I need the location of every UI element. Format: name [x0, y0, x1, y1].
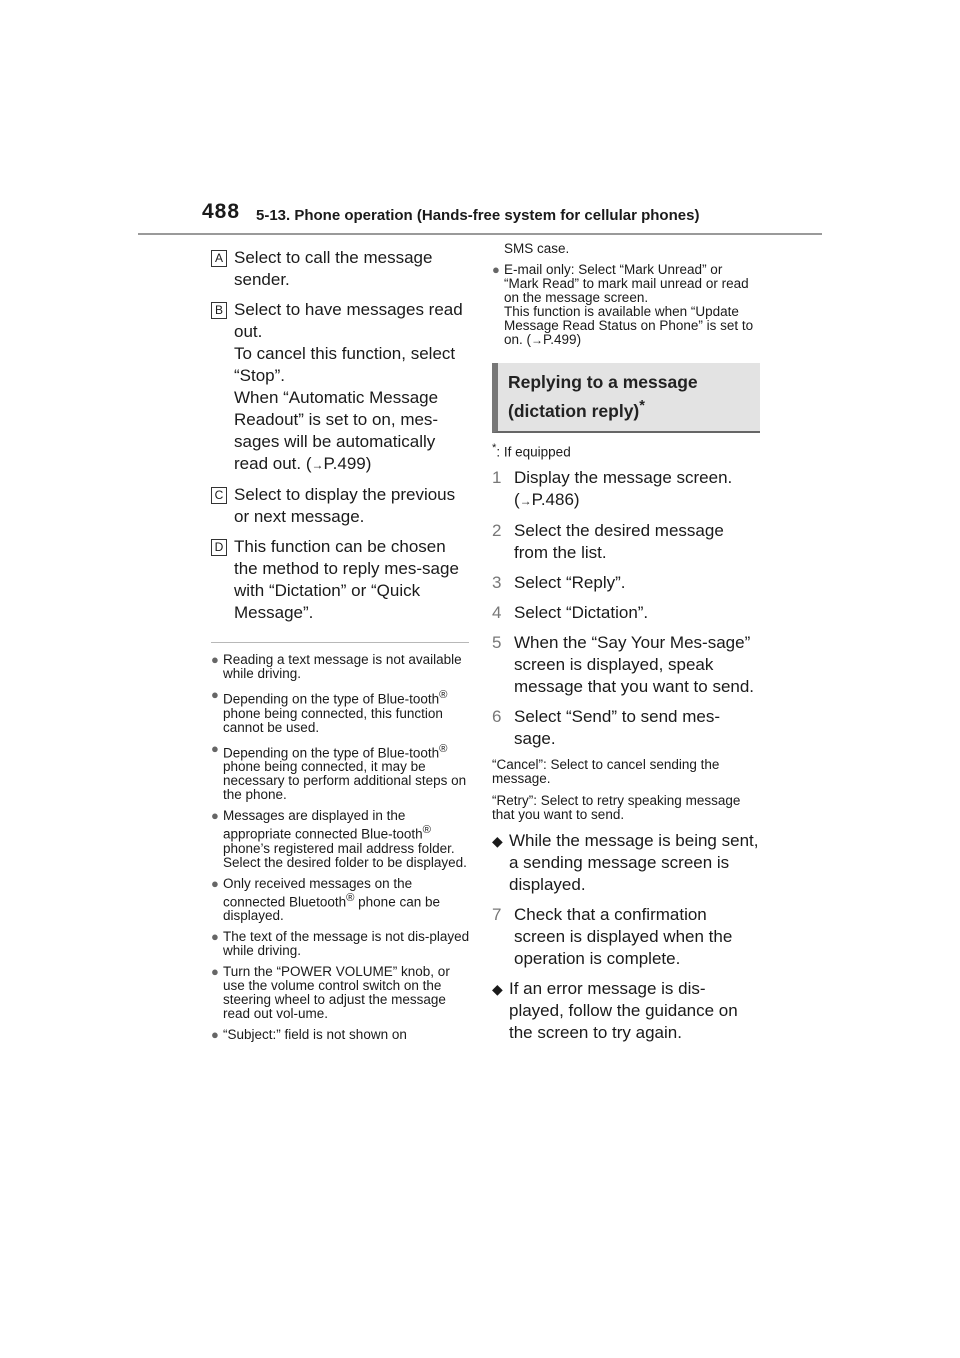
step-number: 2 [492, 521, 502, 541]
note-item: ● E-mail only: Select “Mark Unread” or “Mark Read” to mark mail unread or read on the message screen. This function is available when “Update Message Read Status on Phone” is set to on. (→P.499) [492, 262, 754, 347]
item-b-line-3: When “Automatic Message Readout” is set to on, mes-sages will be automatically read out. ( [234, 388, 439, 473]
bullet-icon: ● [492, 262, 500, 277]
step-item: 3 Select “Reply”. [492, 573, 626, 593]
note-item: ● Depending on the type of Blue-tooth® phone being connected, this function cannot be used. [211, 687, 448, 735]
bullet-icon: ● [211, 687, 219, 702]
item-b [211, 299, 473, 476]
item-c [211, 484, 473, 528]
info-item: ◆ While the message is being sent, a sending message screen is displayed. [492, 831, 759, 895]
step-number: 1 [492, 468, 502, 488]
step-item: 1 Display the message screen. (→P.486) [492, 467, 760, 512]
separator [211, 642, 469, 643]
page-number: 488 [202, 200, 241, 223]
letter-b-label: B [211, 302, 227, 319]
bullet-icon: ● [211, 964, 219, 979]
step-item: 7 Check that a confirmation screen is displayed when the operation is complete. [492, 905, 733, 969]
item-d-text: This function can be chosen the method to reply mes-sage with “Dictation” or “Quick Message”. [234, 537, 459, 622]
cancel-note: “Cancel”: Select to cancel sending the message. [492, 757, 720, 787]
note-item: ● Only received messages on the connected Bluetooth® phone can be displayed. [211, 875, 440, 923]
page-ref-link[interactable]: P.486 [531, 490, 574, 510]
note-continuation: SMS case. [504, 241, 570, 256]
bullet-icon: ● [211, 929, 219, 944]
note-item: ● Messages are displayed in the appropriate connected Blue-tooth® phone’s registered mail address folder. Select the desired folder to be displayed. [211, 808, 467, 870]
step-item: 2 Select the desired message from the list. [492, 521, 724, 563]
registered-mark: ® [439, 689, 448, 701]
arrow-icon: → [531, 333, 544, 347]
info-item: ◆ If an error message is dis-played, follow the guidance on the screen to try again. [492, 979, 738, 1043]
right-column [492, 242, 760, 1052]
footnote-mark: * [639, 398, 645, 414]
registered-mark: ® [439, 742, 448, 755]
footnote: *: If equipped [492, 441, 571, 460]
step-item: 6 Select “Send” to send mes-sage. [492, 707, 720, 749]
registered-mark: ® [346, 891, 355, 904]
letter-a-label: A [211, 250, 227, 267]
section-heading: Replying to a message (dictation reply)* [492, 363, 760, 433]
note-item: ● “Subject:” field is not shown on [211, 1027, 407, 1042]
item-c-text: Select to display the previous or next message. [234, 485, 456, 526]
header-rule [138, 233, 822, 235]
step-number: 7 [492, 905, 502, 925]
step-number: 3 [492, 573, 502, 593]
arrow-icon: → [519, 494, 532, 509]
bullet-icon: ● [211, 740, 219, 756]
step-number: 4 [492, 603, 502, 623]
bullet-icon: ● [211, 1027, 219, 1042]
letter-c-label: C [211, 487, 227, 504]
page-ref-link[interactable]: P.499 [543, 332, 577, 347]
item-d [211, 536, 473, 624]
step-item: 4 Select “Dictation”. [492, 603, 649, 623]
retry-note: “Retry”: Select to retry speaking message that you want to send. [492, 793, 741, 823]
note-item: ● Depending on the type of Blue-tooth® phone being connected, it may be necessary to perform additional steps on the phone. [211, 740, 467, 802]
note-item: ● The text of the message is not dis-played while driving. [211, 929, 470, 958]
item-a-text: Select to call the message sender. [234, 248, 433, 289]
letter-d-label: D [211, 539, 227, 556]
note-item: ● Reading a text message is not available while driving. [211, 652, 462, 681]
item-b-line-2: To cancel this function, select “Stop”. [234, 344, 456, 385]
page-ref-link[interactable]: P.499 [323, 454, 366, 473]
diamond-icon: ◆ [492, 833, 503, 850]
bullet-icon: ● [211, 652, 219, 667]
step-number: 5 [492, 633, 502, 653]
bullet-icon: ● [211, 808, 219, 823]
left-column [211, 247, 473, 1049]
item-b-line-1: Select to have messages read out. [234, 300, 463, 341]
item-a [211, 247, 473, 291]
note-item: ● Turn the “POWER VOLUME” knob, or use the volume control switch on the steering wheel to adjust the message read out vol-ume. [211, 964, 450, 1021]
diamond-icon: ◆ [492, 981, 503, 998]
bullet-icon: ● [211, 875, 219, 891]
arrow-icon: → [311, 458, 324, 472]
item-b-text [234, 299, 473, 476]
ref-close: ) [365, 454, 372, 473]
section-header: 5-13. Phone operation (Hands-free system for cellular phones) [256, 207, 700, 224]
step-number: 6 [492, 707, 502, 727]
registered-mark: ® [422, 824, 431, 836]
step-item: 5 When the “Say Your Mes-sage” screen is displayed, speak message that you want to send. [492, 633, 755, 697]
